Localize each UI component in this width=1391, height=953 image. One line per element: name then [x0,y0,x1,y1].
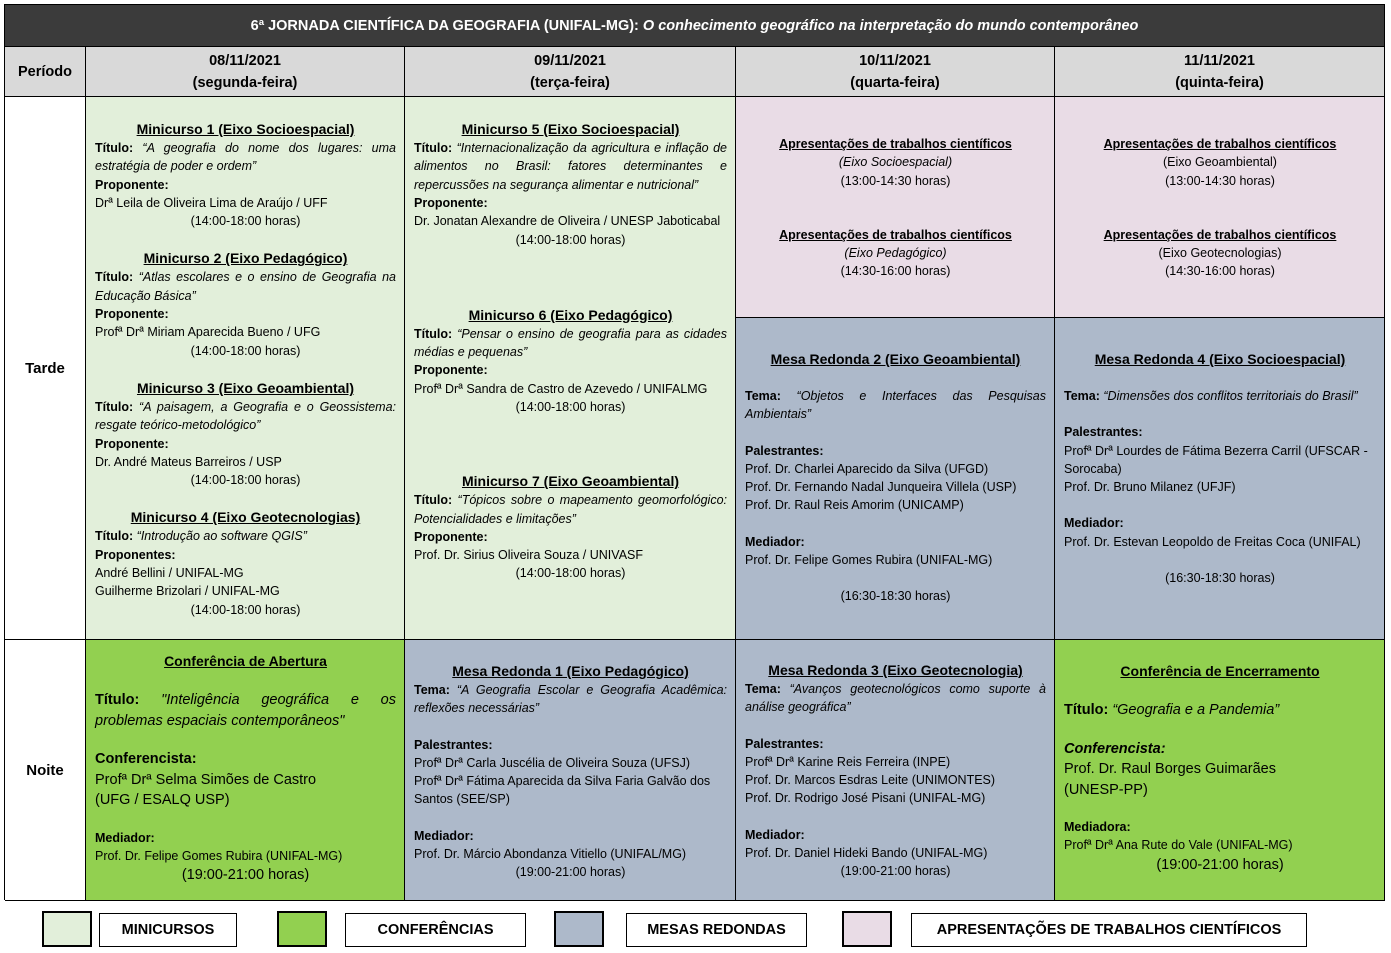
day-header-4 [1055,47,1385,97]
period-night-label: Noite [26,761,64,779]
minicurso-text: “Internacionalização da agricultura e inflação de alimentos no Brasil: fatores determinantes e repercussões na segurança alimentar e nutricional” [414,141,727,192]
day-weekday: (quinta-feira) [1175,74,1264,91]
minicurso-block [95,379,396,489]
session-time: (14:30-16:00 horas) [1165,264,1275,279]
minicurso-title: Minicurso 5 (Eixo Socioespacial) [461,121,680,137]
minicurso-text: “Pensar o ensino de geografia para as cidades médias e pequenas” [414,326,727,360]
speakers-label: Palestrantes: [745,443,824,458]
mediator-label: Mediador: [414,828,474,843]
proponent-label: Proponentes: [95,547,176,562]
speaker: Profª Drª Karine Reis Ferreira (INPE) [745,754,951,769]
minicurso-title: Minicurso 1 (Eixo Socioespacial) [136,121,355,137]
speakers-label: Palestrantes: [414,737,493,752]
proponent-label: Proponente: [95,307,169,322]
presentation-title: Apresentações de trabalhos científicos [1103,137,1337,151]
minicurso-text: “Introdução ao software QGIS” [136,529,307,544]
legend-label-minicursos: MINICURSOS [99,913,237,947]
minicurso-title: Minicurso 6 (Eixo Pedagógico) [468,306,673,323]
proponent: Guilherme Brizolari / UNIFAL-MG [95,584,280,599]
title-label: Título: [95,270,134,285]
conference-title: Conferência de Abertura [164,653,327,669]
minicurso-block [95,249,396,359]
session-time: (14:00-18:00 horas) [515,566,626,581]
roundtable-theme: “Avanços geotecnológicos como suporte à análise geográfica” [745,682,1046,715]
period-afternoon [5,97,86,640]
session-time: (14:30-16:00 horas) [840,264,951,279]
conferencist: Profª Drª Selma Simões de Castro [95,771,317,788]
period-header-label: Período [18,63,72,80]
minicurso-block [414,306,727,416]
legend-label-conferencias: CONFERÊNCIAS [345,913,526,947]
speaker: Prof. Dr. Rodrigo José Pisani (UNIFAL-MG) [745,791,986,806]
afternoon-day3-roundtable [736,318,1055,640]
day-weekday: (terça-feira) [530,74,610,91]
roundtable-theme: “Dimensões dos conflitos territoriais do Brasil” [1103,389,1358,403]
session-time: (14:00-18:00 horas) [190,214,301,229]
period-night [5,640,86,901]
session-time: (19:00-21:00 horas) [840,864,951,879]
legend-swatch-mesas [554,911,604,947]
night-day4-conference [1055,640,1385,901]
presentation-block [1064,135,1376,190]
legend-label-apresentacoes: APRESENTAÇÕES DE TRABALHOS CIENTÍFICOS [911,913,1307,947]
presentation-title: Apresentações de trabalhos científicos [1103,227,1337,242]
title-label: Título: [95,141,134,155]
title-label: Título: [414,141,453,155]
presentation-axis: (Eixo Geotecnologias) [1158,246,1282,261]
day-weekday: (quarta-feira) [850,74,940,91]
session-time: (14:00-18:00 horas) [515,399,626,414]
proponent-label: Proponente: [414,363,488,378]
proponent-label: Proponente: [414,195,488,210]
mediator: Profª Drª Ana Rute do Vale (UNIFAL-MG) [1064,838,1293,853]
legend-swatch-minicursos [42,911,92,947]
title-label: Título: [95,529,134,544]
mediator-label: Mediador: [1064,516,1124,531]
roundtable-theme: “Objetos e Interfaces das Pesquisas Ambientais” [745,389,1046,422]
title-main: 6ª JORNADA CIENTÍFICA DA GEOGRAFIA (UNIFAL-MG): [250,17,639,34]
afternoon-day4-roundtable [1055,318,1385,640]
roundtable-theme: “A Geografia Escolar e Geografia Acadêmica: reflexões necessárias” [414,683,727,716]
speaker: Prof. Dr. Fernando Nadal Junqueira Villela (USP) [745,480,1017,495]
conferencist-label: Conferencista: [1064,740,1166,757]
mediator-label: Mediador: [745,534,805,549]
mediator-label: Mediador: [95,830,155,845]
mediator-label: Mediador: [745,827,805,842]
afternoon-day2-cell [405,97,736,640]
conferencist-label: Conferencista: [95,751,197,767]
legend-swatch-apresentacoes [842,911,892,947]
conferencist: Prof. Dr. Raul Borges Guimarães [1064,761,1276,777]
mediator: Prof. Dr. Márcio Abondanza Vitiello (UNIFAL/MG) [414,847,687,862]
title-label: Título: [1064,702,1109,718]
session-time: (16:30-18:30 horas) [1165,571,1275,586]
session-time: (19:00-21:00 horas) [181,867,310,884]
session-time: (16:30-18:30 horas) [840,589,951,604]
mediator: Prof. Dr. Daniel Hideki Bando (UNIFAL-MG) [745,846,988,861]
roundtable-title: Mesa Redonda 4 (Eixo Socioespacial) [1094,351,1346,367]
day-header-2 [405,47,736,97]
minicurso-block [414,120,727,250]
session-time: (19:00-21:00 horas) [515,865,626,880]
conference-title: Conferência de Encerramento [1120,663,1320,679]
presentation-axis: (Eixo Socioespacial) [838,155,953,170]
page-title [5,5,1385,47]
schedule-table [4,4,1385,900]
tema-label: Tema: [414,683,450,697]
night-day2-roundtable [405,640,736,901]
conference-text: "Inteligência geográfica e os problemas espaciais contemporâneos" [95,692,396,729]
proponent: Profª Drª Sandra de Castro de Azevedo / UNIFALMG [414,381,708,396]
presentation-title: Apresentações de trabalhos científicos [779,227,1012,242]
afternoon-day3-presentations [736,97,1055,318]
presentation-axis: (Eixo Geoambiental) [1163,155,1277,170]
minicurso-block [95,508,396,618]
day-date: 10/11/2021 [859,52,931,69]
mediator-label: Mediadora: [1064,820,1131,834]
minicurso-title: Minicurso 3 (Eixo Geoambiental) [136,379,355,396]
legend-label-mesas: MESAS REDONDAS [626,913,807,947]
minicurso-title: Minicurso 2 (Eixo Pedagógico) [143,250,348,267]
title-sub: O conhecimento geográfico na interpretação do mundo contemporâneo [642,17,1139,34]
title-label: Título: [95,399,134,414]
minicurso-block [95,120,396,230]
proponent: André Bellini / UNIFAL-MG [95,566,244,581]
presentation-axis: (Eixo Pedagógico) [844,246,947,261]
conferencist-institution: (UFG / ESALQ USP) [95,792,230,808]
tema-label: Tema: [745,389,781,403]
speakers-label: Palestrantes: [745,736,824,751]
session-time: (13:00-14:30 horas) [840,173,951,188]
period-header [5,47,86,97]
minicurso-title: Minicurso 4 (Eixo Geotecnologias) [130,509,361,526]
minicurso-text: “Tópicos sobre o mapeamento geomorfológico: Potencialidades e limitações” [414,493,727,526]
proponent-label: Proponente: [95,436,169,451]
roundtable-title: Mesa Redonda 2 (Eixo Geoambiental) [770,351,1021,367]
afternoon-day1-cell [86,97,405,640]
title-label: Título: [95,692,140,708]
session-time: (14:00-18:00 horas) [515,233,626,248]
proponent: Drª Leila de Oliveira Lima de Araújo / UFF [95,195,328,210]
session-time: (14:00-18:00 horas) [190,473,301,488]
proponent: Dr. Jonatan Alexandre de Oliveira / UNESP Jaboticabal [414,214,721,229]
minicurso-text: “A paisagem, a Geografia e o Geossistema: resgate teórico-metodológico” [95,399,396,433]
mediator: Prof. Dr. Felipe Gomes Rubira (UNIFAL-MG) [95,848,343,863]
speaker: Prof. Dr. Bruno Milanez (UFJF) [1064,480,1236,495]
proponent: Dr. André Mateus Barreiros / USP [95,454,282,469]
presentation-block [745,226,1046,281]
title-label: Título: [414,493,453,508]
presentation-block [745,135,1046,190]
day-header-1 [86,47,405,97]
period-afternoon-label: Tarde [25,359,65,377]
speaker: Profª Drª Carla Juscélia de Oliveira Souza (UFSJ) [414,755,691,770]
minicurso-title: Minicurso 7 (Eixo Geoambiental) [461,473,680,490]
afternoon-day4-presentations [1055,97,1385,318]
night-day1-conference [86,640,405,901]
speaker: Profª Drª Fátima Aparecida da Silva Faria Galvão dos Santos (SEE/SP) [414,774,711,807]
mediator: Prof. Dr. Estevan Leopoldo de Freitas Coca (UNIFAL) [1064,534,1361,549]
legend-swatch-conferencias [277,911,327,947]
tema-label: Tema: [1064,389,1100,403]
proponent-label: Proponente: [414,529,488,544]
presentation-block [1064,226,1376,281]
mediator: Prof. Dr. Felipe Gomes Rubira (UNIFAL-MG) [745,553,993,568]
day-date: 08/11/2021 [209,52,281,69]
legend [0,909,1391,947]
session-time: (13:00-14:30 horas) [1165,173,1275,188]
session-time: (14:00-18:00 horas) [190,602,301,617]
proponent: Profª Drª Miriam Aparecida Bueno / UFG [95,325,321,340]
proponent-label: Proponente: [95,177,169,192]
speaker: Prof. Dr. Marcos Esdras Leite (UNIMONTES) [745,773,996,788]
day-header-3 [736,47,1055,97]
minicurso-text: “A geografia do nome dos lugares: uma estratégia de poder e ordem” [95,141,396,174]
tema-label: Tema: [745,682,781,696]
speaker: Prof. Dr. Raul Reis Amorim (UNICAMP) [745,498,964,513]
day-weekday: (segunda-feira) [192,74,298,91]
minicurso-text: “Atlas escolares e o ensino de Geografia na Educação Básica” [95,270,396,303]
speaker: Profª Drª Lourdes de Fátima Bezerra Carril (UFSCAR - Sorocaba) [1064,443,1368,476]
conferencist-institution: (UNESP-PP) [1064,781,1148,798]
session-time: (19:00-21:00 horas) [1156,856,1284,873]
proponent: Prof. Dr. Sirius Oliveira Souza / UNIVASF [414,548,643,563]
session-time: (14:00-18:00 horas) [190,343,301,358]
speakers-label: Palestrantes: [1064,425,1143,440]
night-day3-roundtable [736,640,1055,901]
roundtable-title: Mesa Redonda 3 (Eixo Geotecnologia) [768,662,1023,678]
conference-text: “Geografia e a Pandemia” [1112,702,1280,718]
presentation-title: Apresentações de trabalhos científicos [779,137,1012,151]
speaker: Prof. Dr. Charlei Aparecido da Silva (UFGD) [745,461,989,476]
day-date: 11/11/2021 [1184,52,1255,69]
day-date: 09/11/2021 [534,52,606,69]
minicurso-block [414,472,727,582]
title-label: Título: [414,326,453,341]
roundtable-title: Mesa Redonda 1 (Eixo Pedagógico) [452,663,689,679]
